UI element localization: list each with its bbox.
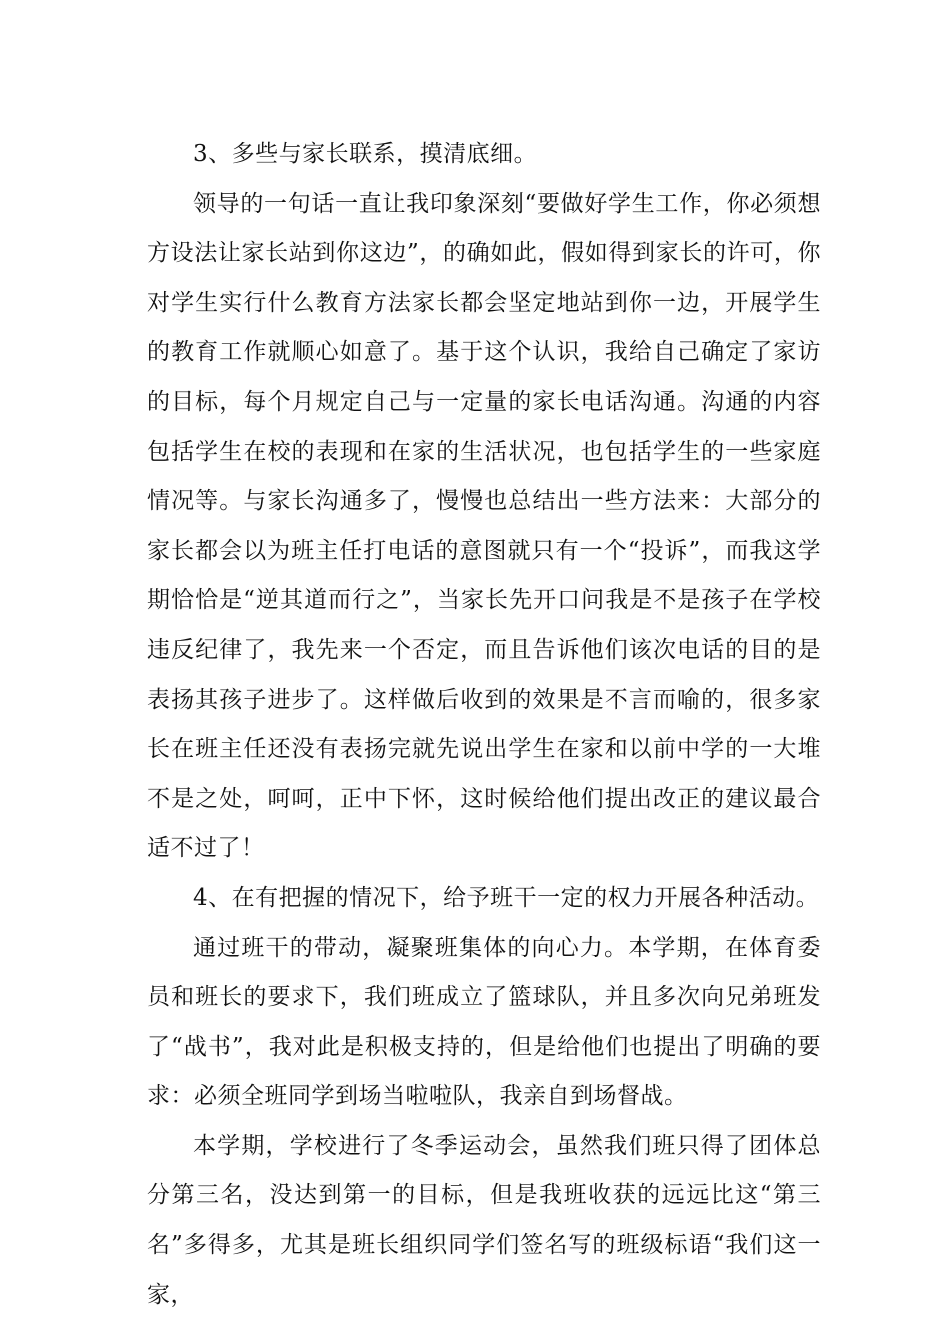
paragraph-sports-meet: 本学期，学校进行了冬季运动会，虽然我们班只得了团体总分第三名，没达到第一的目标，但是我班收获的远远比这“第三名”多得多，尤其是班长组织同学们签名写的班级标语“我们这一家， (147, 1132, 821, 1308)
document-body (147, 130, 821, 1320)
paragraph-heading-4: 4、在有把握的情况下，给予班干一定的权力开展各种活动。 (193, 884, 820, 911)
paragraph-parent-contact: 领导的一句话一直让我印象深刻“要做好学生工作，你必须想方设法让家长站到你这边”，的确如此，假如得到家长的许可，你对学生实行什么教育方法家长都会坚定地站到你一边，开展学生的教育工作就顺心如意了。基于这个认识，我给自己确定了家访的目标，每个月规定自己与一定量的家长电话沟通。沟通的内容包括学生在校的表现和在家的生活状况，也包括学生的一些家庭情况等。与家长沟通多了，慢慢也总结出一些方法来：大部分的家长都会以为班主任打电话的意图就只有一个“投诉”，而我这学期恰恰是“逆其道而行之”，当家长先开口问我是不是孩子在学校违反纪律了，我先来一个否定，而且告诉他们该次电话的目的是表扬其孩子进步了。这样做后收到的效果是不言而喻的，很多家长在班主任还没有表扬完就先说出学生在家和以前中学的一大堆不是之处，呵呵，正中下怀，这时候给他们提出改正的建议最合适不过了！ (147, 190, 821, 862)
paragraph-class-leaders: 通过班干的带动，凝聚班集体的向心力。本学期，在体育委员和班长的要求下，我们班成立了篮球队，并且多次向兄弟班发了“战书”，我对此是积极支持的，但是给他们也提出了明确的要求：必须全班同学到场当啦啦队，我亲自到场督战。 (147, 934, 821, 1110)
paragraph-heading-3: 3、多些与家长联系，摸清底细。 (193, 141, 538, 167)
